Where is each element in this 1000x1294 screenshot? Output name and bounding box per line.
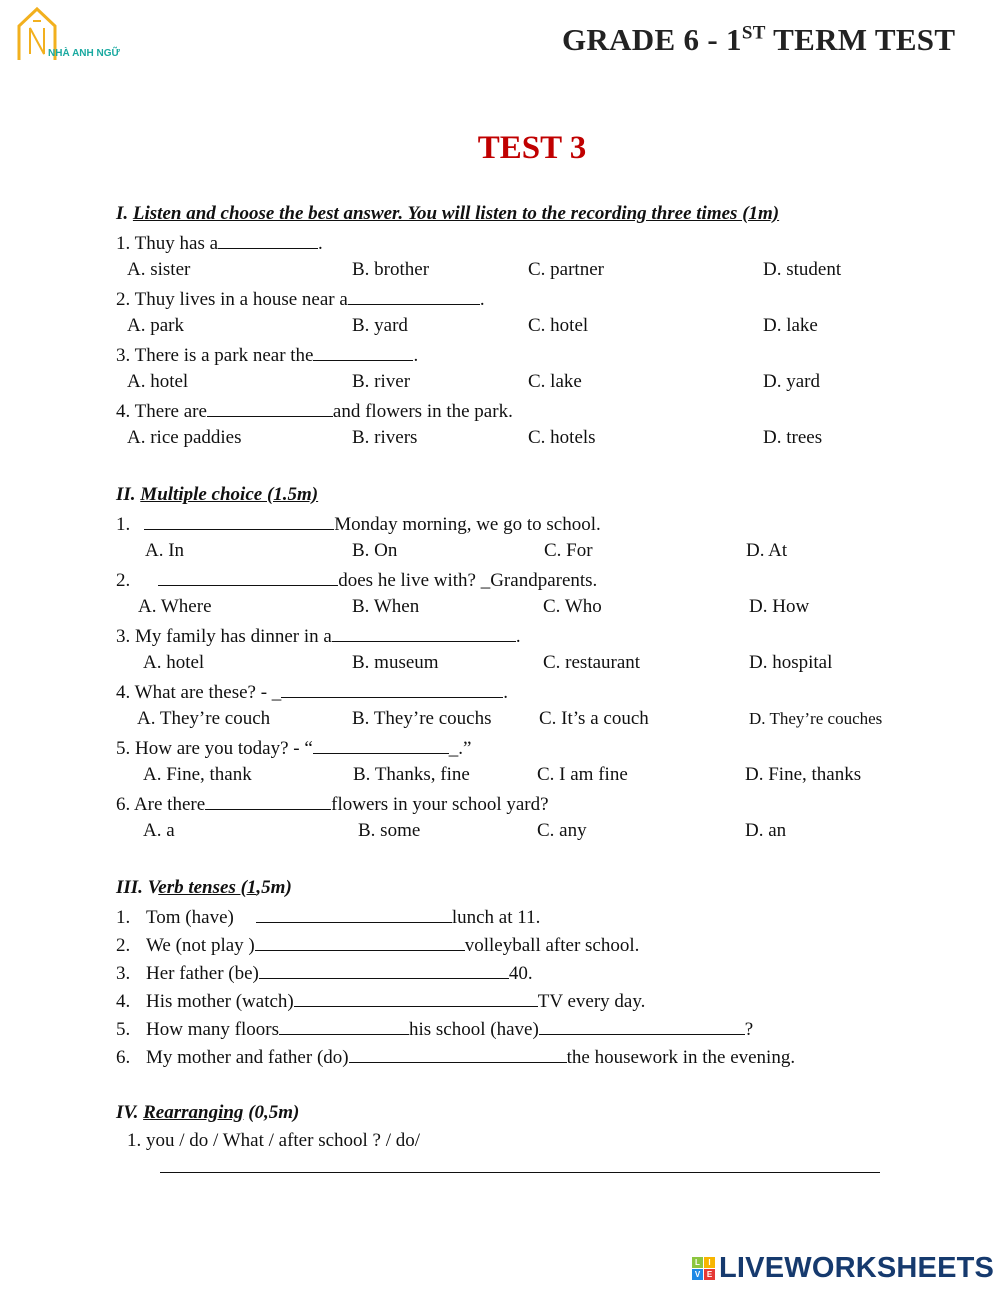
section-1-heading <box>116 202 779 226</box>
option-b[interactable]: B. rivers <box>352 427 418 448</box>
question-text: 2. Thuy lives in a house near a <box>116 289 348 310</box>
brand-text: LIVEWORKSHEETS <box>719 1252 995 1284</box>
question <box>116 230 323 256</box>
section-title: V <box>147 877 159 898</box>
question-text: How many floors <box>146 1019 279 1040</box>
section-title: (0,5m) <box>243 1102 300 1123</box>
question-text: volleyball after school. <box>464 935 640 956</box>
page-header-title <box>562 22 955 58</box>
question-text: TV every day. <box>537 991 646 1012</box>
answer-blank[interactable] <box>349 1044 567 1063</box>
title-text: TERM TEST <box>765 22 956 57</box>
question-text: 5. How are you today? - “ <box>116 738 313 759</box>
answer-blank[interactable] <box>332 623 516 642</box>
option-d[interactable]: D. At <box>746 540 788 561</box>
logo <box>16 6 126 64</box>
badge-letter: I <box>704 1257 715 1268</box>
option-a[interactable]: A. Where <box>138 596 212 617</box>
question-text: . <box>413 345 419 366</box>
option-b[interactable]: B. museum <box>352 652 439 673</box>
question-text: 2. <box>116 570 131 591</box>
question-text: . <box>318 233 323 254</box>
answer-blank[interactable] <box>539 1016 745 1035</box>
option-b[interactable]: B. They’re couchs <box>352 708 492 729</box>
logo-text: NHÀ ANH NGỮ <box>48 48 120 59</box>
question-text: flowers in your school yard? <box>331 794 549 815</box>
question-text: We (not play ) <box>146 935 255 956</box>
title-superscript: ST <box>741 22 766 44</box>
section-number: IV. <box>116 1102 144 1123</box>
option-a[interactable]: A. Fine, thank <box>143 764 252 785</box>
question <box>116 567 597 593</box>
answer-blank[interactable] <box>218 230 318 249</box>
question-text: and flowers in the park. <box>332 401 513 422</box>
option-c[interactable]: C. restaurant <box>543 652 641 673</box>
answer-blank[interactable] <box>207 398 333 417</box>
option-d[interactable]: D. How <box>749 596 810 617</box>
liveworksheets-logo <box>692 1252 994 1285</box>
question-text: 6. Are there <box>116 794 206 815</box>
option-c[interactable]: C. any <box>537 820 587 841</box>
question <box>116 932 639 958</box>
option-b[interactable]: B. yard <box>352 315 408 336</box>
question-text: does he live with? _Grandparents. <box>338 570 598 591</box>
badge-letter: L <box>692 1257 703 1268</box>
badge-letter: V <box>692 1269 703 1280</box>
section-title: Multiple choice (1.5m) <box>140 484 319 505</box>
section-4-heading <box>116 1101 299 1125</box>
question-text: His mother (watch) <box>146 991 294 1012</box>
question-text: _.” <box>448 738 472 759</box>
question <box>116 1016 753 1042</box>
option-b[interactable]: B. On <box>352 540 398 561</box>
question-text: 4. What are these? - _ <box>116 682 282 703</box>
question-number: 5. <box>116 1019 131 1040</box>
question <box>116 791 549 817</box>
question-text: Monday morning, we go to school. <box>334 514 601 535</box>
question <box>116 679 508 705</box>
option-a[interactable]: A. hotel <box>143 652 205 673</box>
question-text: Tom (have) <box>146 907 234 928</box>
section-number: III. <box>116 877 148 898</box>
live-badge-icon <box>692 1257 715 1280</box>
option-b[interactable]: B. When <box>352 596 420 617</box>
option-d[interactable]: D. lake <box>763 315 818 336</box>
question <box>116 398 513 424</box>
question-text: . <box>479 289 485 310</box>
option-a[interactable]: A. sister <box>127 259 191 280</box>
option-d[interactable]: D. yard <box>763 371 820 392</box>
question-text: 40. <box>508 963 533 984</box>
question <box>116 286 485 312</box>
question-text: Her father (be) <box>146 963 259 984</box>
title-text: GRADE 6 - 1 <box>562 22 742 57</box>
option-d[interactable]: D. trees <box>763 427 823 448</box>
question <box>116 960 533 986</box>
answer-blank[interactable] <box>348 286 480 305</box>
answer-blank[interactable] <box>294 988 538 1007</box>
answer-blank[interactable] <box>256 904 452 923</box>
option-b[interactable]: B. Thanks, fine <box>353 764 470 785</box>
answer-blank[interactable] <box>313 735 449 754</box>
question-number: 1. <box>116 907 131 928</box>
answer-blank[interactable] <box>259 960 509 979</box>
question-text: lunch at 11. <box>451 907 541 928</box>
section-3-heading <box>116 876 292 900</box>
question-number: 6. <box>116 1047 131 1068</box>
question <box>116 342 418 368</box>
option-c[interactable]: C. partner <box>528 259 604 280</box>
question-number: 3. <box>116 963 131 984</box>
section-number: II. <box>116 484 141 505</box>
option-c[interactable]: C. Who <box>543 596 602 617</box>
option-d[interactable]: D. hospital <box>749 652 833 673</box>
question-text: 1. Thuy has a <box>116 233 219 254</box>
question <box>116 904 540 930</box>
question-number: 2. <box>116 935 131 956</box>
question-text: . <box>515 626 521 647</box>
question-text: . <box>503 682 509 703</box>
answer-blank[interactable] <box>281 679 503 698</box>
option-d[interactable]: D. Fine, thanks <box>745 764 862 785</box>
question-text: 3. There is a park near the <box>116 345 314 366</box>
answer-blank[interactable] <box>255 932 465 951</box>
question-text: ? <box>744 1019 754 1040</box>
answer-blank[interactable] <box>144 511 334 530</box>
option-a[interactable]: A. rice paddies <box>127 427 242 448</box>
option-c[interactable]: C. It’s a couch <box>539 708 649 729</box>
question-text: the housework in the evening. <box>566 1047 796 1068</box>
option-b[interactable]: B. some <box>358 820 421 841</box>
question <box>116 1044 795 1070</box>
option-c[interactable]: C. hotel <box>528 315 589 336</box>
option-d[interactable]: D. an <box>745 820 787 841</box>
section-title: Rearranging <box>143 1102 244 1123</box>
test-title: TEST 3 <box>477 130 587 166</box>
question-text: My mother and father (do) <box>146 1047 349 1068</box>
option-c[interactable]: C. lake <box>528 371 582 392</box>
answer-blank[interactable] <box>205 791 331 810</box>
section-title: erb tenses (1 <box>158 877 257 898</box>
section-2-heading <box>116 483 318 507</box>
section-title: ,5m) <box>256 877 292 898</box>
option-b[interactable]: B. brother <box>352 259 430 280</box>
question-number: 4. <box>116 991 131 1012</box>
answer-blank[interactable] <box>313 342 413 361</box>
option-a[interactable]: A. park <box>127 315 184 336</box>
question <box>116 623 521 649</box>
option-a[interactable]: A. a <box>143 820 175 841</box>
option-d[interactable]: D. They’re couches <box>749 709 883 728</box>
question-text: 4. There are <box>116 401 207 422</box>
answer-line[interactable] <box>160 1172 880 1173</box>
section-number: I. <box>116 203 133 224</box>
question <box>116 988 645 1014</box>
option-b[interactable]: B. river <box>352 371 411 392</box>
rearrange-prompt: 1. you / do / What / after school ? / do/ <box>127 1130 421 1151</box>
question-text: 3. My family has dinner in a <box>116 626 332 647</box>
question-text: 1. <box>116 514 131 535</box>
badge-letter: E <box>704 1269 715 1280</box>
option-c[interactable]: C. hotels <box>528 427 596 448</box>
answer-blank[interactable] <box>158 567 338 586</box>
section-title: Listen and choose the best answer. You will listen to the recording three times (1m) <box>132 203 780 224</box>
question-text: his school (have) <box>408 1019 539 1040</box>
question <box>116 735 471 761</box>
option-a[interactable]: A. They’re couch <box>137 708 271 729</box>
question <box>116 511 601 537</box>
option-a[interactable]: A. hotel <box>127 371 189 392</box>
option-c[interactable]: C. For <box>544 540 593 561</box>
answer-blank[interactable] <box>279 1016 409 1035</box>
option-d[interactable]: D. student <box>763 259 842 280</box>
option-a[interactable]: A. In <box>145 540 185 561</box>
option-c[interactable]: C. I am fine <box>537 764 628 785</box>
